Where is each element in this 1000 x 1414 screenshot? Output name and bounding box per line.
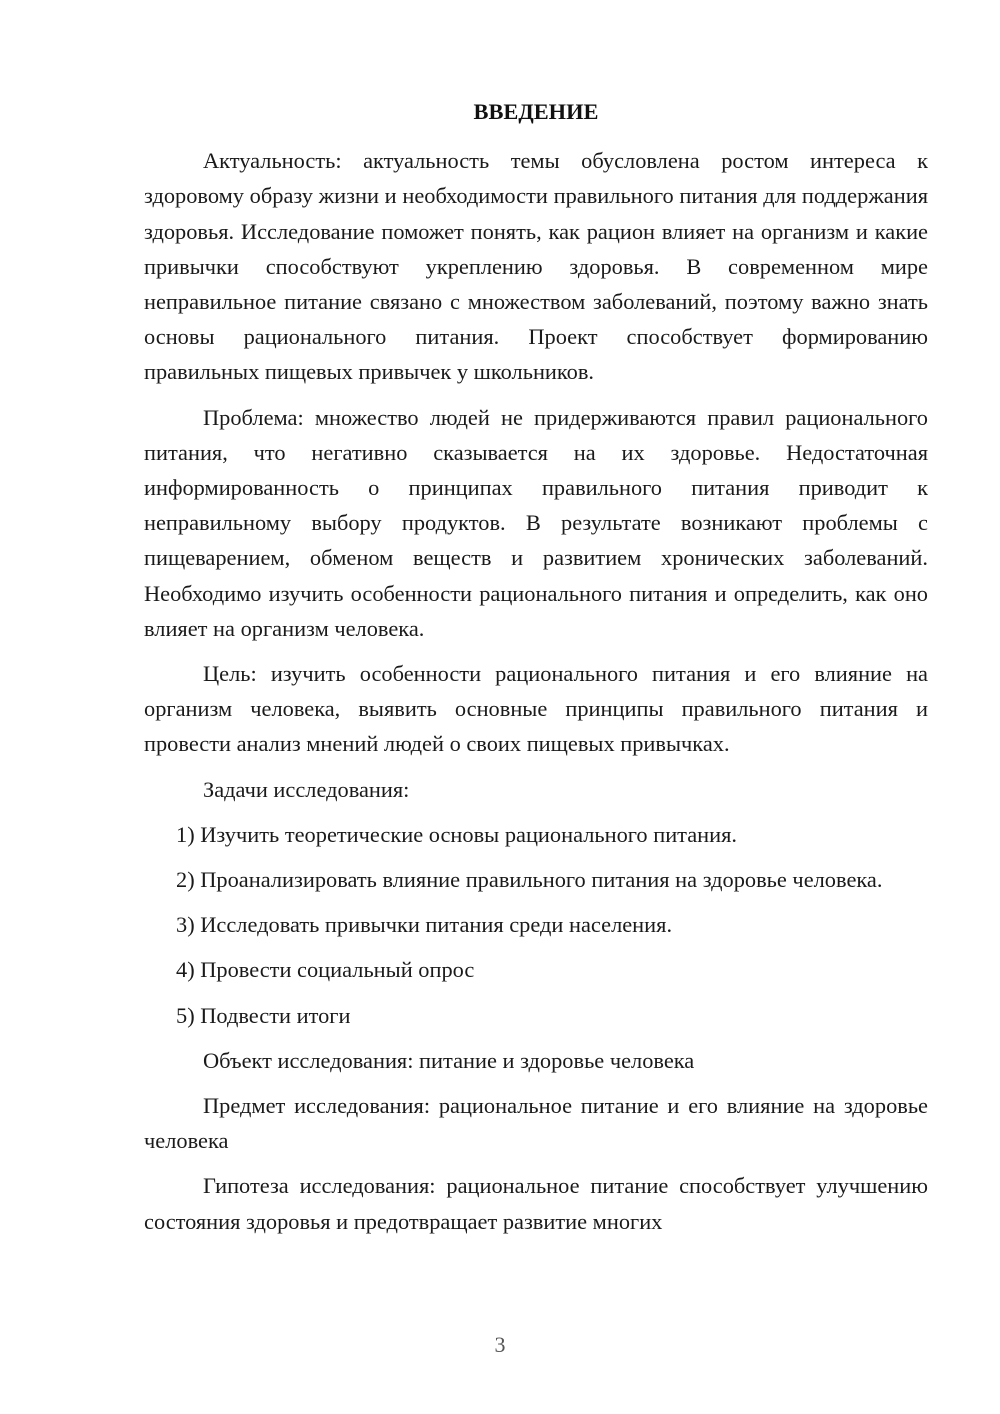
paragraph-subject: Предмет исследования: рациональное питание и его влияние на здоровье человека [144, 1093, 928, 1154]
paragraph-relevance: Актуальность: актуальность темы обусловлена ростом интереса к здоровому образу жизни и необходимости правильного питания для поддержания здоровья. Исследование поможет понять, как рацион влияет на организм и какие привычки способствуют укреплению здоровья. В современном мире неправильное питание связано с множеством заболеваний, поэтому важно знать основы рационального питания. Проект способствует формированию правильных пищевых привычек у школьников. [144, 148, 928, 385]
document-page [144, 94, 928, 1249]
page-title: ВВЕДЕНИЕ [473, 99, 599, 124]
list-item: 2) Проанализировать влияние правильного питания на здоровье человека. [176, 867, 883, 893]
paragraph-hypothesis: Гипотеза исследования: рациональное питание способствует улучшению состояния здоровья и предотвращает развитие многих [144, 1173, 928, 1234]
paragraph-goal: Цель: изучить особенности рационального питания и его влияние на организм человека, выявить основные принципы правильного питания и провести анализ мнений людей о своих пищевых привычках. [144, 661, 928, 757]
list-item: 1) Изучить теоретические основы рационального питания. [176, 821, 738, 847]
list-item: 3) Исследовать привычки питания среди населения. [176, 912, 673, 938]
list-item: 5) Подвести итоги [176, 1002, 351, 1028]
paragraph-object: Объект исследования: питание и здоровье человека [203, 1047, 695, 1073]
page-number: 3 [494, 1332, 506, 1357]
paragraph-problem: Проблема: множество людей не придерживаются правил рационального питания, что негативно сказывается на их здоровье. Недостаточная информированность о принципах правильного питания приводит к неправильному выбору продуктов. В результате возникают проблемы с пищеварением, обменом веществ и развитием хронических заболеваний. Необходимо изучить особенности рационального питания и определить, как оно влияет на организм человека. [144, 404, 928, 641]
list-item: 4) Провести социальный опрос [176, 957, 475, 983]
tasks-heading: Задачи исследования: [203, 776, 410, 802]
